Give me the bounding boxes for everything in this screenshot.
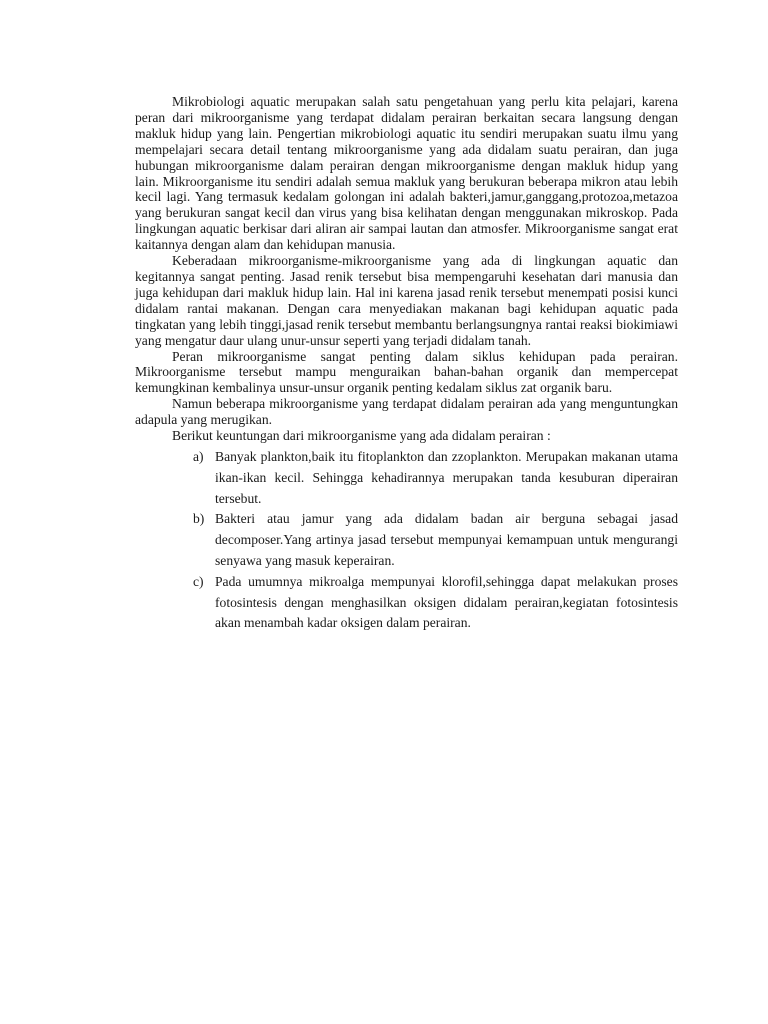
paragraph-benefit-harm: Namun beberapa mikroorganisme yang terdapat didalam perairan ada yang menguntungkan adapula yang merugikan. bbox=[135, 396, 678, 428]
paragraph-intro: Mikrobiologi aquatic merupakan salah satu pengetahuan yang perlu kita pelajari, karena peran dari mikroorganisme yang terdapat didalam perairan berkaitan secara langsung dengan makluk hidup yang lain. Pengertian mikrobiologi aquatic itu sendiri merupakan suatu ilmu yang mempelajari secara detail tentang mikroorganisme yang ada didalam suatu perairan, dan juga hubungan mikroorganisme dalam perairan dengan mikroorganisme dengan makluk hidup yang lain. Mikroorganisme itu sendiri adalah semua makluk yang berukuran beberapa mikron atau lebih kecil lagi. Yang termasuk kedalam golongan ini adalah bakteri,jamur,ganggang,protozoa,metazoa yang berukuran sangat kecil dan virus yang bisa kelihatan dengan menggunakan mikroskop. Pada lingkungan aquatic berkisar dari aliran air sampai lautan dan atmosfer. Mikroorganisme sangat erat kaitannya dengan alam dan kehidupan manusia. bbox=[135, 94, 678, 253]
list-item-text: Bakteri atau jamur yang ada didalam badan air berguna sebagai jasad decomposer.Yang artinya jasad tersebut mempunyai kemampuan untuk mengurangi senyawa yang masuk keperairan. bbox=[215, 511, 678, 568]
list-item bbox=[135, 447, 678, 509]
benefits-list bbox=[135, 447, 678, 634]
list-item bbox=[135, 509, 678, 571]
list-marker: c) bbox=[193, 573, 204, 589]
list-item bbox=[135, 572, 678, 634]
list-marker: b) bbox=[193, 511, 205, 527]
list-intro: Berikut keuntungan dari mikroorganisme yang ada didalam perairan : bbox=[172, 428, 551, 444]
paragraph-existence: Keberadaan mikroorganisme-mikroorganisme yang ada di lingkungan aquatic dan kegitannya sangat penting. Jasad renik tersebut bisa mempengaruhi kesehatan dari manusia dan juga kehidupan dari makluk hidup lain. Hal ini karena jasad renik tersebut menempati posisi kunci didalam rantai makanan. Dengan cara menyediakan makanan bagi kehidupan aquatic pada tingkatan yang lebih tinggi,jasad renik tersebut membantu berlangsungnya rantai reaksi biokimiawi yang mengatur daur ulang unur-unsur seperti yang terjadi didalam tanah. bbox=[135, 253, 678, 348]
paragraph-role: Peran mikroorganisme sangat penting dalam siklus kehidupan pada perairan. Mikroorganisme tersebut mampu menguraikan bahan-bahan organik dan mempercepat kemungkinan kembalinya unsur-unsur organik penting kedalam siklus zat organik baru. bbox=[135, 348, 678, 396]
list-marker: a) bbox=[193, 448, 204, 464]
document-page bbox=[135, 94, 678, 634]
list-item-text: Banyak plankton,baik itu fitoplankton dan zzoplankton. Merupakan makanan utama ikan-ikan kecil. Sehingga kehadirannya merupakan tanda kesuburan diperairan tersebut. bbox=[215, 448, 678, 506]
list-item-text: Pada umumnya mikroalga mempunyai klorofil,sehingga dapat melakukan proses fotosintesis dengan menghasilkan oksigen didalam perairan,kegiatan fotosintesis akan menambah kadar oksigen dalam perairan. bbox=[215, 573, 678, 631]
